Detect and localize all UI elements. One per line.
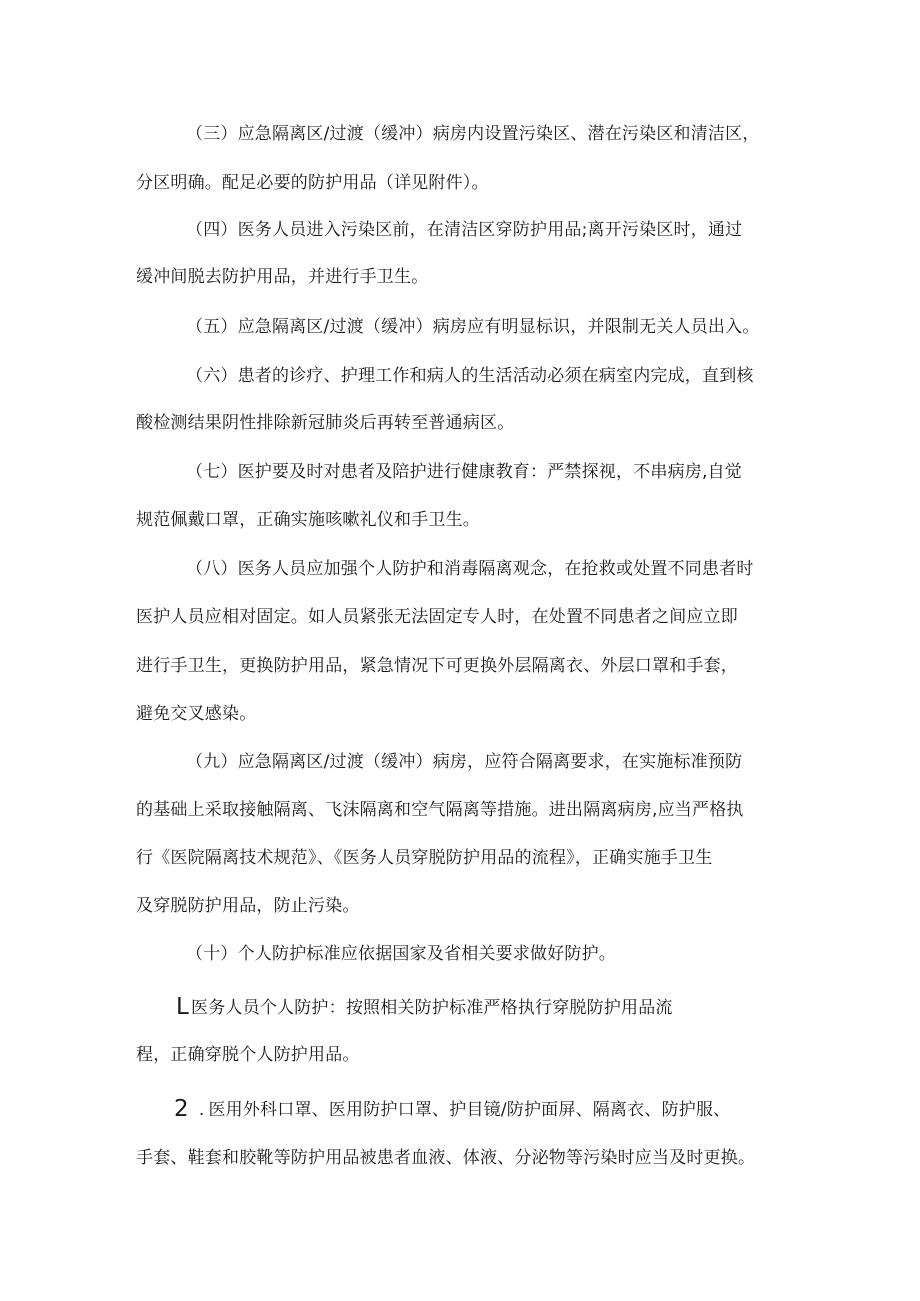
list-item-2-continuation: 手套、鞋套和胶靴等防护用品被患者血液、体液、分泌物等污染时应当及时更换。 [136,1148,756,1168]
paragraph-9-line-1: （九）应急隔离区/过渡（缓冲）病房，应符合隔离要求，在实施标准预防 [186,752,743,772]
paragraph-3-line-2: 分区明确。配足必要的防护用品（详见附件）。 [136,173,489,193]
paragraph-8-line-2: 医护人员应相对固定。如人员紧张无法固定专人时，在处置不同患者之间应立即 [136,607,738,627]
list-item-1-marker: L [176,994,190,1020]
paragraph-7-line-2: 规范佩戴口罩，正确实施咳嗽礼仪和手卫生。 [136,510,480,530]
list-item-1 [176,995,800,1020]
list-item-2-number: 2 [174,1096,189,1122]
paragraph-6-line-1: （六）患者的诊疗、护理工作和病人的生活活动必须在病室内完成，直到核 [186,366,754,386]
paragraph-10-line-1: （十）个人防护标准应依据国家及省相关要求做好防护。 [186,944,616,964]
list-item-2 [174,1097,800,1122]
paragraph-5-line-1: （五）应急隔离区/过渡（缓冲）病房应有明显标识，并限制无关人员出入。 [186,317,760,337]
paragraph-4-line-2: 缓冲间脱去防护用品，并进行手卫生。 [136,267,429,287]
paragraph-8-line-3: 进行手卫生，更换防护用品，紧急情况下可更换外层隔离衣、外层口罩和手套， [136,656,738,676]
paragraph-9-line-3: 行《医院隔离技术规范》、《医务人员穿脱防护用品的流程》，正确实施手卫生 [136,848,713,868]
paragraph-3-line-1: （三）应急隔离区/过渡（缓冲）病房内设置污染区、潜在污染区和清洁区， [186,124,760,144]
paragraph-7-line-1: （七）医护要及时对患者及陪护进行健康教育：严禁探视，不串病房,自觉 [186,462,743,482]
paragraph-4-line-1: （四）医务人员进入污染区前，在清洁区穿防护用品;离开污染区时，通过 [186,220,743,240]
list-item-1-continuation: 程，正确穿脱个人防护用品。 [136,1045,360,1065]
paragraph-6-line-2: 酸检测结果阴性排除新冠肺炎后再转至普通病区。 [136,413,515,433]
list-item-2-dot: . [198,1100,205,1120]
paragraph-9-line-4: 及穿脱防护用品，防止污染。 [136,896,360,916]
paragraph-9-line-2: 的基础上采取接触隔离、飞沫隔离和空气隔离等措施。进出隔离病房,应当严格执 [136,800,744,820]
paragraph-8-line-1: （八）医务人员应加强个人防护和消毒隔离观念，在抢救或处置不同患者时 [186,559,754,579]
list-item-1-text: 医务人员个人防护：按照相关防护标准严格执行穿脱防护用品流 [191,998,673,1018]
paragraph-8-line-4: 避免交叉感染。 [136,704,257,724]
list-item-2-text: 医用外科口罩、医用防护口罩、护目镜/防护面屏、隔离衣、防护服、 [208,1100,731,1120]
